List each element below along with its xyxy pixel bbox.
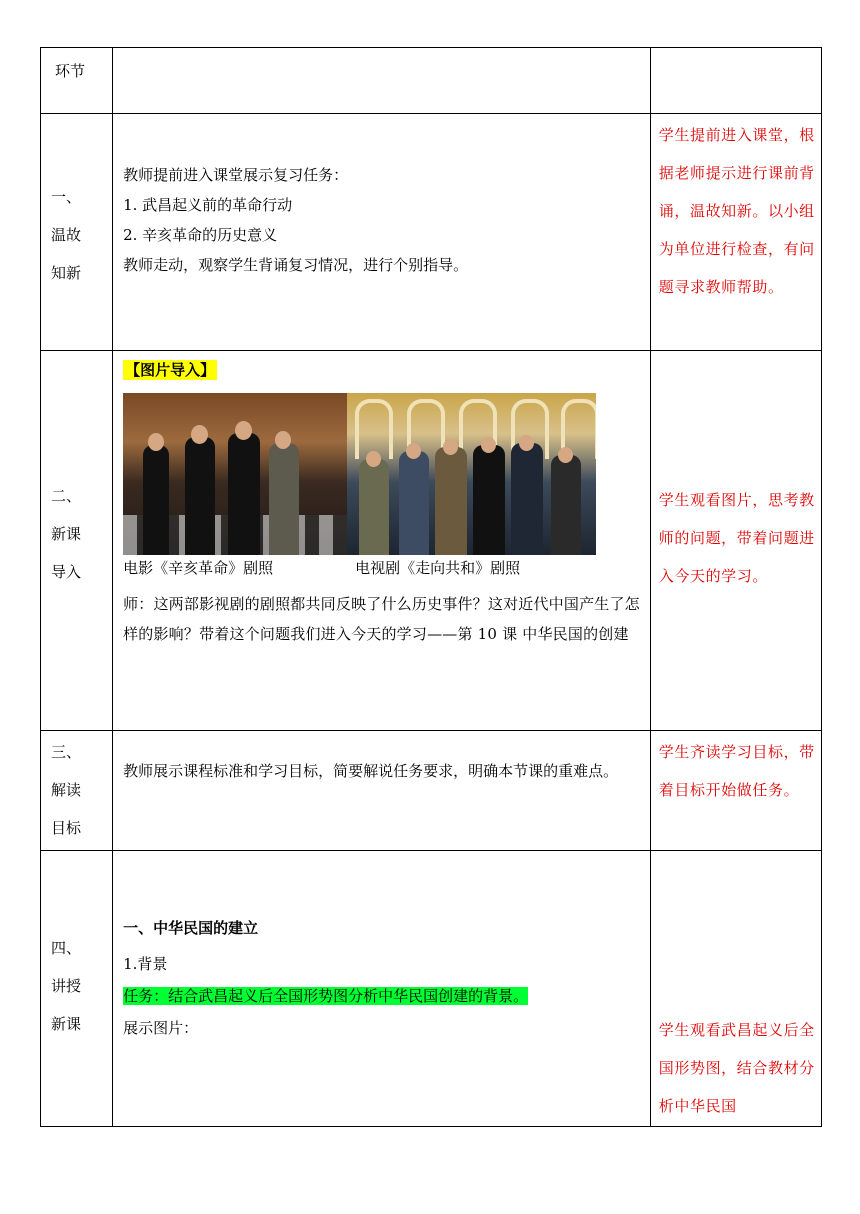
- section-title-line2: 导入: [51, 563, 82, 581]
- section-cell: [41, 351, 113, 731]
- subsection-title: 1.背景: [123, 955, 168, 973]
- header-cell-stage: [41, 48, 113, 114]
- section-title-line1: 新课: [51, 525, 82, 543]
- content-outro: 教师走动，观察学生背诵复习情况，进行个别指导。: [123, 256, 469, 274]
- section-cell: [41, 851, 113, 1127]
- student-cell: [650, 851, 821, 1127]
- section-title-line2: 新课: [51, 1015, 82, 1033]
- student-activity-text: 学生齐读学习目标，带着目标开始做任务。: [658, 743, 815, 799]
- photo-strip: [123, 393, 642, 547]
- content-text: 教师展示课程标准和学习目标，简要解说任务要求，明确本节课的重难点。: [123, 762, 619, 780]
- table-row: [41, 731, 822, 851]
- section-title-line2: 知新: [51, 264, 82, 282]
- section-number: 四、: [51, 939, 82, 957]
- section-heading: 一、中华民国的建立: [123, 919, 259, 937]
- content-cell: [113, 114, 651, 351]
- section-number: 一、: [51, 188, 82, 206]
- section-title-line1: 解读: [51, 781, 82, 799]
- content-cell: [113, 731, 651, 851]
- section-title-line1: 讲授: [51, 977, 82, 995]
- section-label: [41, 731, 112, 847]
- student-activity-text: 学生观看图片，思考教师的问题，带着问题进入今天的学习。: [658, 491, 815, 585]
- student-cell: [650, 114, 821, 351]
- photo2-caption: 电视剧《走向共和》剧照: [355, 559, 521, 577]
- table-row: [41, 351, 822, 731]
- section-number: 三、: [51, 743, 82, 761]
- content-body: [113, 114, 650, 280]
- tv-still-image: [347, 393, 596, 555]
- picture-intro-tag: 【图片导入】: [125, 361, 216, 379]
- section-cell: [41, 731, 113, 851]
- section-label: [41, 851, 112, 1043]
- content-intro: 教师提前进入课堂展示复习任务：: [123, 166, 349, 184]
- student-cell: [650, 351, 821, 731]
- section-label: [41, 351, 112, 591]
- content-cell: [113, 851, 651, 1127]
- task-highlight: 任务：结合武昌起义后全国形势图分析中华民国创建的背景。: [123, 987, 529, 1005]
- section-number: 二、: [51, 487, 82, 505]
- section-cell: [41, 114, 113, 351]
- header-row: [41, 48, 822, 114]
- photo-captions: [123, 553, 642, 583]
- content-body: [113, 851, 650, 1043]
- section-title-line1: 温故: [51, 226, 82, 244]
- show-pictures-label: 展示图片：: [123, 1019, 199, 1037]
- table-row: [41, 851, 822, 1127]
- section-title-line2: 目标: [51, 819, 82, 837]
- table-row: [41, 114, 822, 351]
- content-body: [113, 731, 650, 787]
- content-body: [113, 351, 650, 649]
- lesson-plan-table: [40, 47, 822, 1127]
- photo1-caption: 电影《辛亥革命》剧照: [123, 559, 274, 577]
- movie-still-image: [123, 393, 347, 555]
- student-activity-text: 学生观看武昌起义后全国形势图，结合教材分析中华民国: [658, 1021, 815, 1115]
- student-cell: [650, 731, 821, 851]
- content-item: 2. 辛亥革命的历史意义: [123, 226, 278, 244]
- student-activity-text: 学生提前进入课堂，根据老师提示进行课前背诵，温故知新。以小组为单位进行检查，有问题寻求教师帮助。: [658, 126, 815, 296]
- content-item: 1. 武昌起义前的革命行动: [123, 196, 293, 214]
- header-stage-label: 环节: [55, 62, 86, 80]
- header-cell-content: [113, 48, 651, 114]
- section-label: [41, 114, 112, 292]
- content-cell: [113, 351, 651, 731]
- header-cell-student: [650, 48, 821, 114]
- teacher-question: 师：这两部影视剧的剧照都共同反映了什么历史事件？这对近代中国产生了怎样的影响？带着这个问题我们进入今天的学习——第 10 课 中华民国的创建: [123, 595, 640, 643]
